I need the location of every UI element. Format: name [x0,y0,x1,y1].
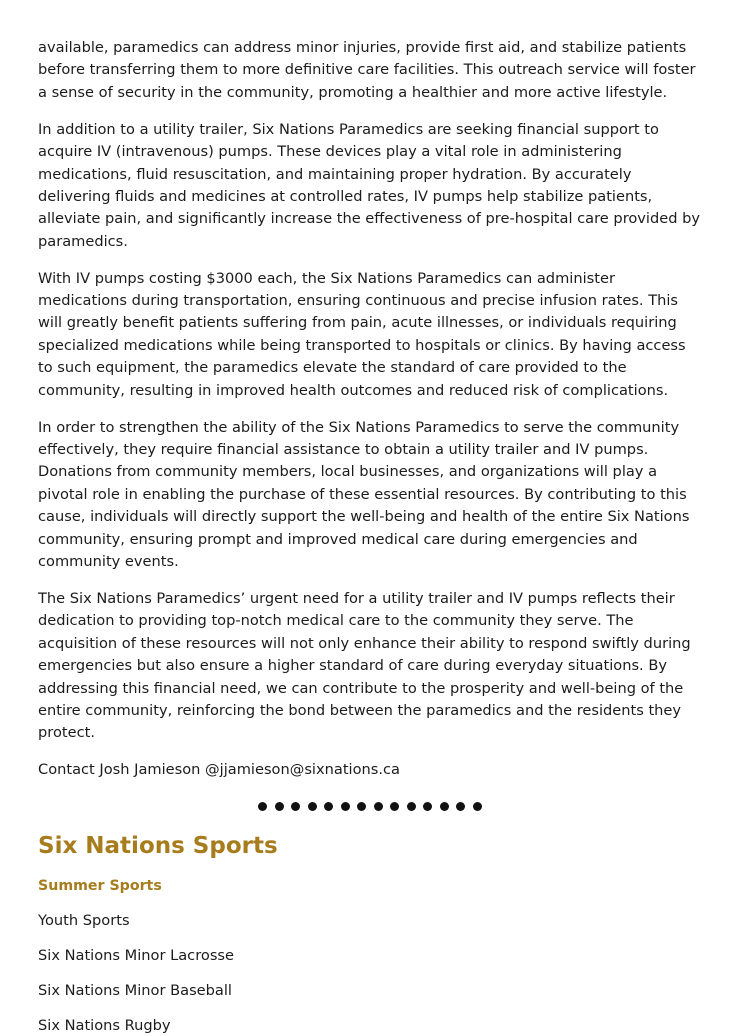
divider-dot [341,802,350,811]
paragraph-iv-cost: With IV pumps costing $3000 each, the Six Nations Paramedics can administer medications during transportation, ensuring continuous and precise infusion rates. This will greatly benefit patients suffering from pain, acute illnesses, or individuals requiring specialized medications while being transported to hospitals or clinics. By having access to such equipment, the paramedics elevate the standard of care provided to the community, resulting in improved health outcomes and reduced risk of complications. [38,269,686,399]
paragraph-iv-pumps: In addition to a utility trailer, Six Nations Paramedics are seeking financial support to acquire IV (intravenous) pumps. These devices play a vital role in administering medications, fluid resuscitation, and maintaining proper hydration. By accurately delivering fluids and medicines at controlled rates, IV pumps help stabilize patients, alleviate pain, and significantly increase the effectiveness of pre-hospital care provided by paramedics. [38,120,701,250]
paragraph-conclusion: The Six Nations Paramedics’ urgent need for a utility trailer and IV pumps reflects their dedication to providing top-notch medical care to the community they serve. The acquisition of these resources will not only enhance their ability to respond swiftly during emergencies but also ensure a higher standard of care during everyday situations. By addressing this financial need, we can contribute to the prosperity and well-being of the entire community, reinforcing the bond between the paramedics and the residents they protect. [38,589,691,742]
divider-dot [440,802,449,811]
divider-dot [374,802,383,811]
list-item: Youth Sports [38,911,130,929]
divider-dot [308,802,317,811]
sports-list [38,911,702,1036]
divider-dot [275,802,284,811]
list-item: Six Nations Minor Baseball [38,981,232,999]
section-title: Six Nations Sports [38,832,278,859]
list-item: Six Nations Rugby [38,1016,171,1034]
paragraph-donations: In order to strengthen the ability of the Six Nations Paramedics to serve the community effectively, they require financial assistance to obtain a utility trailer and IV pumps. Donations from community members, local businesses, and organizations will play a pivotal role in enabling the purchase of these essential resources. By contributing to this cause, individuals will directly support the well-being and health of the entire Six Nations community, ensuring prompt and improved medical care during emergencies and community events. [38,418,690,571]
dot-divider [38,802,702,811]
divider-dot [291,802,300,811]
section-subheading: Summer Sports [38,877,162,894]
document-page [38,37,702,1036]
divider-dot [357,802,366,811]
divider-dot [407,802,416,811]
divider-dot [473,802,482,811]
divider-dot [423,802,432,811]
list-item: Six Nations Minor Lacrosse [38,946,235,964]
divider-dot [258,802,267,811]
divider-dot [324,802,333,811]
divider-dot [390,802,399,811]
contact-line: Contact Josh Jamieson @jjamieson@sixnations.ca [38,761,400,779]
divider-dot [456,802,465,811]
paragraph-first-aid: available, paramedics can address minor injuries, provide first aid, and stabilize patients before transferring them to more definitive care facilities. This outreach service will foster a sense of security in the community, promoting a healthier and more active lifestyle. [38,39,696,101]
